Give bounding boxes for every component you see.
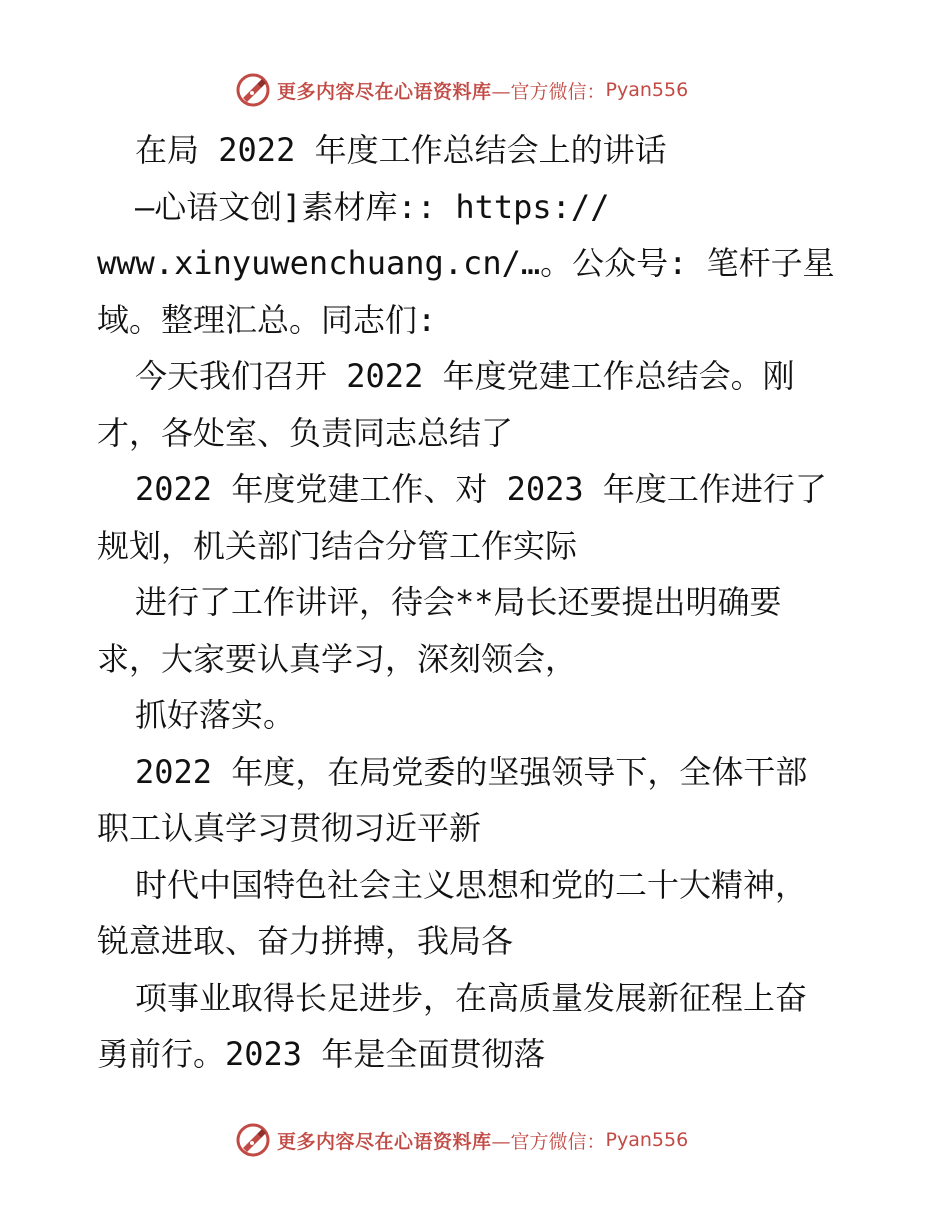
banner-separator: —官方微信： <box>491 1130 606 1153</box>
banner-text: 更多内容尽在心语资料库 <box>277 1130 492 1153</box>
pen-nib-circle-icon <box>235 1122 271 1158</box>
text-line: —心语文创]素材库:: https:// <box>135 187 610 226</box>
text-line: 勇前行。2023 年是全面贯彻落 <box>97 1035 546 1073</box>
document-title: 在局 2022 年度工作总结会上的讲话 <box>135 131 667 169</box>
text-line: 时代中国特色社会主义思想和党的二十大精神， <box>135 865 808 904</box>
text-line: 职工认真学习贯彻习近平新 <box>97 809 482 847</box>
document-body <box>97 122 857 1083</box>
text-line: 项事业取得长足进步，在高质量发展新征程上奋 <box>135 978 808 1017</box>
text-line: 2022 年度党建工作、对 2023 年度工作进行了 <box>135 470 827 508</box>
banner-separator: —官方微信： <box>491 80 606 103</box>
header-banner <box>235 70 755 110</box>
text-line: 锐意进取、奋力拼搏，我局各 <box>97 922 514 960</box>
text-line: 域。整理汇总。同志们: <box>97 300 437 339</box>
text-line: 今天我们召开 2022 年度党建工作总结会。刚 <box>135 357 795 395</box>
text-line: 求，大家要认真学习，深刻领会， <box>97 639 578 678</box>
text-line: 抓好落实。 <box>135 696 296 734</box>
footer-banner <box>235 1120 755 1160</box>
text-line: 进行了工作讲评，待会**局长还要提出明确要 <box>135 583 782 621</box>
text-line: www.xinyuwenchuang.cn/…。公众号: 笔杆子星 <box>97 244 835 282</box>
text-line: 才，各处室、负责同志总结了 <box>97 413 514 452</box>
banner-wechat-id: Pyan556 <box>605 1129 689 1151</box>
banner-wechat-id: Pyan556 <box>605 79 689 101</box>
pen-nib-circle-icon <box>235 72 271 108</box>
banner-text: 更多内容尽在心语资料库 <box>277 80 492 103</box>
text-line: 规划，机关部门结合分管工作实际 <box>97 526 578 565</box>
text-line: 2022 年度，在局党委的坚强领导下，全体干部 <box>135 752 808 791</box>
